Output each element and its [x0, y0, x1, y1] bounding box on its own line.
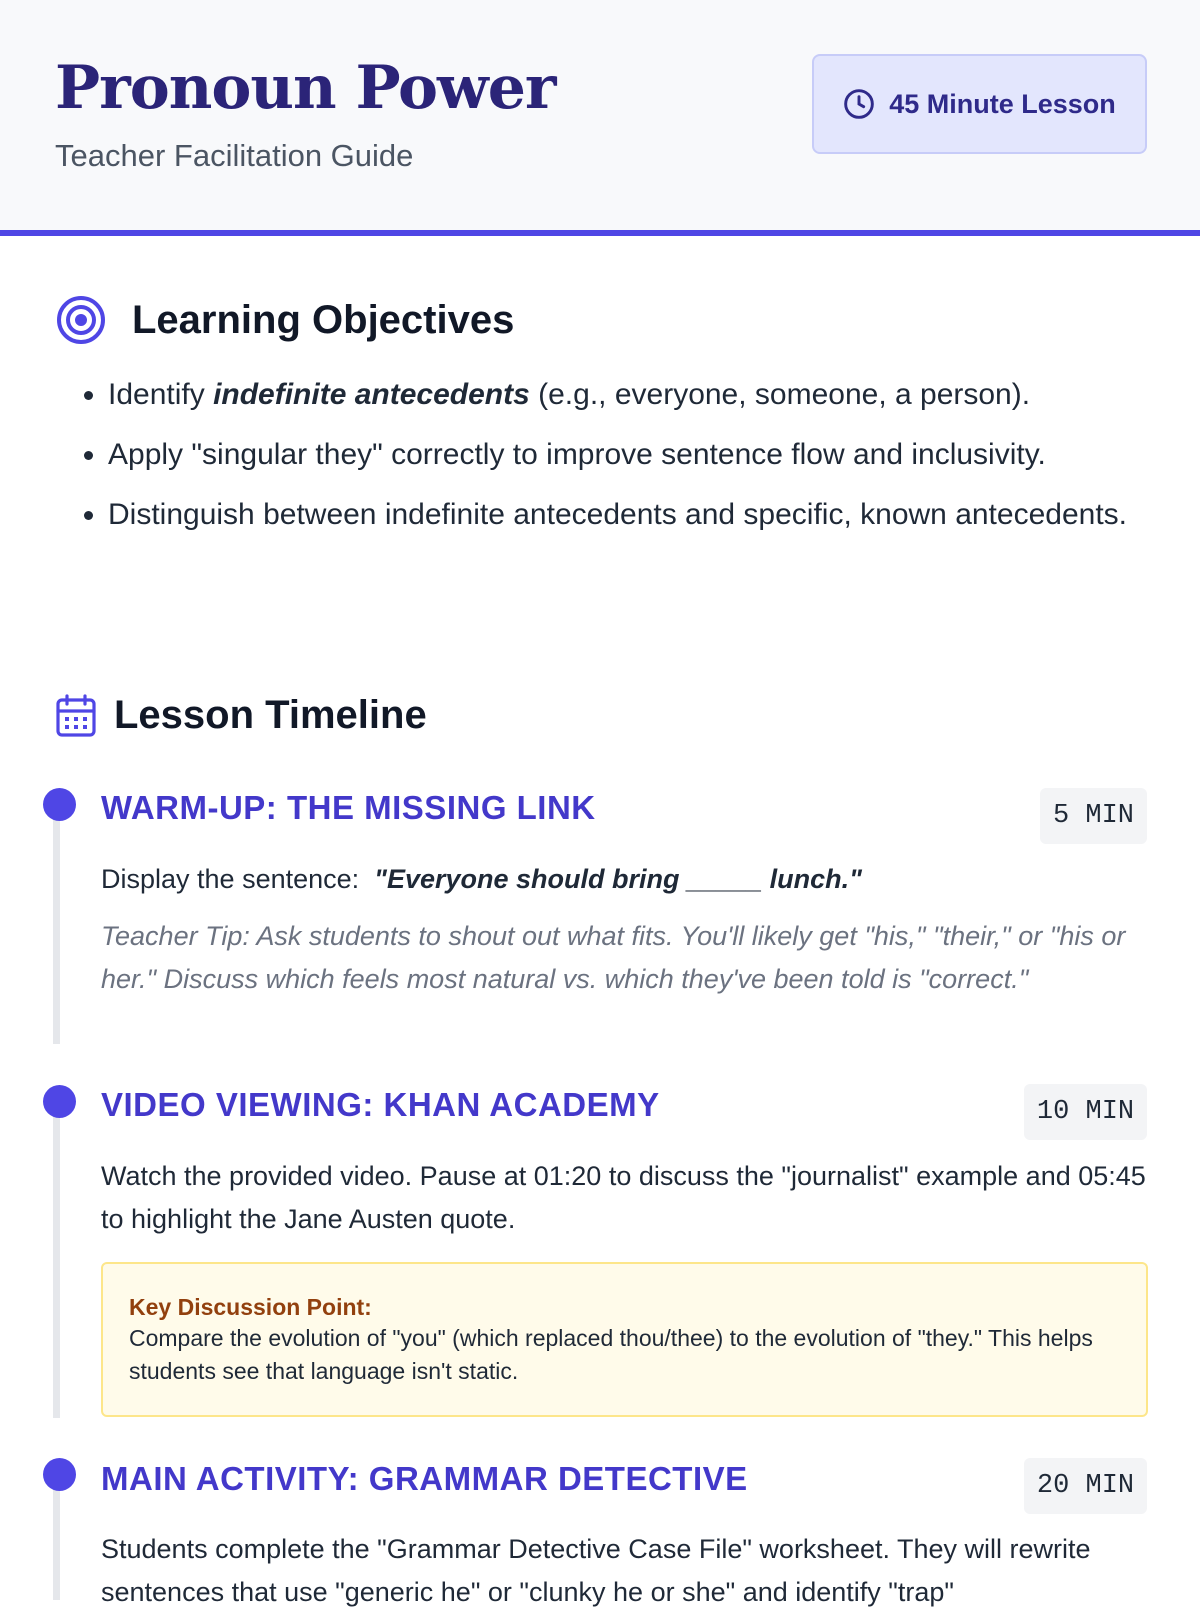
- objective-item: • Distinguish between indefinite antecedents and specific, known antecedents.: [108, 492, 1152, 538]
- step-duration-badge: 5 MIN: [1040, 788, 1147, 844]
- objective-text: (e.g., everyone, someone, a person).: [529, 378, 1031, 411]
- timeline-connector: [53, 1096, 60, 1418]
- objectives-list: [72, 372, 1152, 538]
- timeline-heading: Lesson Timeline: [114, 693, 427, 737]
- teacher-tip: Teacher Tip: Ask students to shout out what fits. You'll likely get "his," "their," or "his or her." Discuss which feels most natural vs. which they've been told is "correct.": [101, 921, 1126, 994]
- objective-emphasis: indefinite antecedents: [213, 378, 530, 411]
- step-duration-badge: 20 MIN: [1024, 1458, 1147, 1514]
- timeline-heading-row: [55, 693, 427, 738]
- lesson-duration-label: 45 Minute Lesson: [889, 88, 1116, 119]
- page-subtitle: Teacher Facilitation Guide: [55, 138, 414, 173]
- step-lead: Display the sentence:: [101, 864, 360, 894]
- callout-title: Key Discussion Point:: [129, 1294, 372, 1320]
- objective-text: Identify: [108, 378, 214, 411]
- timeline-connector: [53, 806, 60, 1044]
- timeline-marker: [43, 1458, 76, 1491]
- step-instruction: [101, 858, 1151, 901]
- objectives-heading-row: [55, 294, 514, 346]
- lesson-duration-badge: [812, 54, 1147, 154]
- objective-item: [108, 372, 1152, 418]
- step-instruction: Watch the provided video. Pause at 01:20 to discuss the "journalist" example and 05:45 to highlight the Jane Austen quote.: [101, 1161, 1146, 1234]
- objectives-heading: Learning Objectives: [132, 297, 515, 342]
- step-title: MAIN ACTIVITY: GRAMMAR DETECTIVE: [101, 1460, 748, 1497]
- clock-icon: [843, 88, 875, 120]
- step-duration-badge: 10 MIN: [1024, 1084, 1147, 1140]
- calendar-icon: [55, 694, 97, 738]
- example-sentence: "Everyone should bring _____ lunch.": [374, 864, 862, 894]
- timeline-marker: [43, 788, 76, 821]
- page-title: Pronoun Power: [55, 53, 556, 123]
- timeline-marker: [43, 1085, 76, 1118]
- target-icon: [55, 294, 107, 346]
- key-discussion-callout: [101, 1262, 1148, 1417]
- objective-item: • Apply "singular they" correctly to improve sentence flow and inclusivity.: [108, 432, 1152, 478]
- page-header: [0, 0, 1200, 236]
- step-title: VIDEO VIEWING: KHAN ACADEMY: [101, 1086, 660, 1123]
- step-instruction: Students complete the "Grammar Detective Case File" worksheet. They will rewrite sentences that use "generic he" or "clunky he or she" and identify "trap": [101, 1534, 1091, 1607]
- step-title: WARM-UP: THE MISSING LINK: [101, 789, 596, 826]
- callout-body: Compare the evolution of "you" (which replaced thou/thee) to the evolution of "they." This helps students see that language isn't static.: [129, 1325, 1093, 1384]
